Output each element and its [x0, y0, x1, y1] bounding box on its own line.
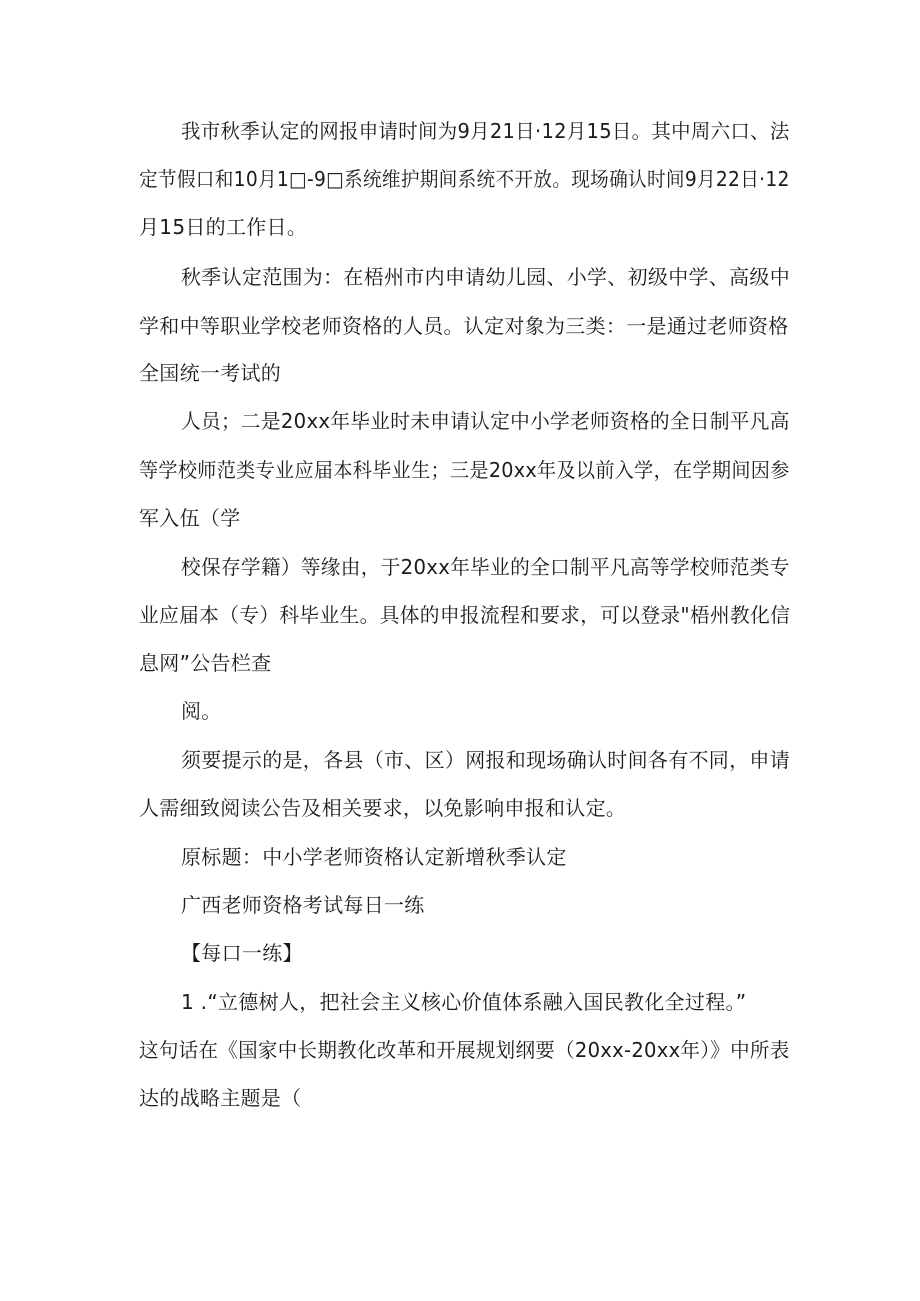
text-line: 人需细致阅读公告及相关要求，以免影响申报和认定。 [139, 796, 627, 820]
text-line: 定节假口和10月1□-9□系统维护期间系统不开放。现场确认时间9月22日·12 [139, 167, 790, 191]
text-line: 这句话在《国家中长期教化改革和开展规划纲要（20xx-20xx年）》中所表 [139, 1038, 790, 1062]
text-line: 阅。 [181, 699, 222, 723]
text-line: 学和中等职业学校老师资格的人员。认定对象为三类：一是通过老师资格 [139, 314, 789, 338]
text-line: 秋季认定范围为：在梧州市内申请幼儿园、小学、初级中学、高级中 [181, 265, 790, 289]
text-line: 人员；二是20xx年毕业时未申请认定中小学老师资格的全日制平凡高 [181, 409, 790, 433]
text-line: 校保存学籍）等缘由，于20xx年毕业的全口制平凡高等学校师范类专 [181, 555, 790, 579]
text-line: 月15日的工作日。 [139, 215, 308, 239]
text-line: 原标题：中小学老师资格认定新增秋季认定 [181, 845, 567, 869]
text-line: 全国统一考试的 [139, 361, 282, 385]
text-line: 息网”公告栏查 [139, 651, 272, 675]
text-line: 须要提示的是，各县（市、区）网报和现场确认时间各有不同，申请 [181, 748, 790, 772]
text-line: 达的战略主题是（ [139, 1086, 302, 1110]
text-line: 业应届本（专）科毕业生。具体的申报流程和要求，可以登录"梧州教化信 [139, 603, 791, 627]
text-line: 军入伍（学 [139, 506, 241, 530]
text-line: 等学校师范类专业应届本科毕业生；三是20xx年及以前入学，在学期间因参 [139, 458, 790, 482]
text-line: 1 .“立德树人，把社会主义核心价值体系融入国民教化全过程。” [181, 990, 747, 1014]
text-line: 广西老师资格考试每日一练 [181, 893, 425, 917]
text-line: 我市秋季认定的网报申请时间为9月21日·12月15日。其中周六口、法 [181, 119, 790, 143]
text-line: 【每口一练】 [181, 941, 303, 965]
